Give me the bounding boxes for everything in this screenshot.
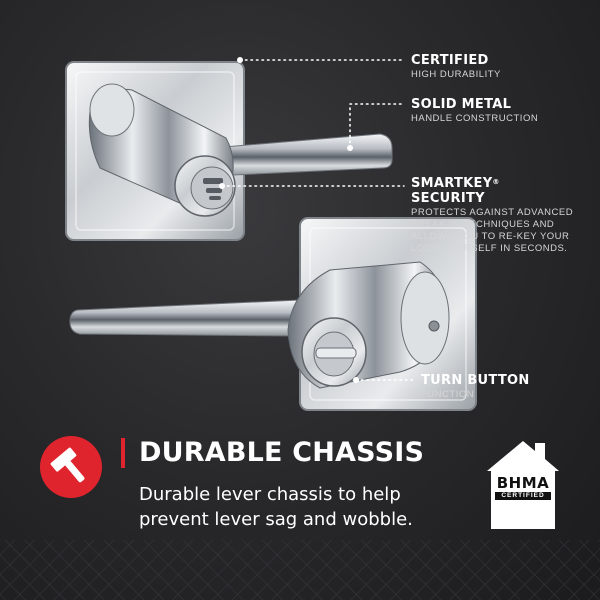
bhma-certified-label: CERTIFIED (495, 492, 551, 500)
callout-smartkey (411, 176, 591, 255)
bhma-wordmark: BHMA (496, 474, 550, 492)
feature-description: Durable lever chassis to help prevent lever sag and wobble. (139, 484, 413, 530)
callout-certified-title: CERTIFIED (411, 53, 489, 68)
registered-mark: ® (492, 178, 500, 186)
hammer-icon (40, 436, 102, 498)
callout-smartkey-subtitle: PROTECTS AGAINST ADVANCED BREAK-IN TECHNIQUES AND ALLOWS YOU TO RE-KEY YOUR LOCK YOURSELF IN SECONDS. (411, 207, 574, 254)
smartkey-title-line2: SECURITY (411, 191, 485, 206)
callout-smartkey-title (411, 176, 591, 206)
bhma-certified-badge (483, 437, 563, 531)
feature-title: DURABLE CHASSIS (139, 437, 425, 468)
accent-divider (121, 438, 125, 468)
callout-solid-metal-subtitle: HANDLE CONSTRUCTION (411, 113, 539, 124)
callout-solid-metal (411, 97, 538, 125)
callout-turn-button-subtitle: FUNCTION (421, 389, 475, 400)
callout-turn-button-title: TURN BUTTON (421, 373, 530, 388)
callout-certified-subtitle: HIGH DURABILITY (411, 69, 501, 80)
callout-turn-button (421, 373, 530, 401)
callout-solid-metal-title: SOLID METAL (411, 97, 512, 112)
smartkey-title-line1: SMARTKEY (411, 176, 493, 191)
callout-certified (411, 53, 501, 81)
